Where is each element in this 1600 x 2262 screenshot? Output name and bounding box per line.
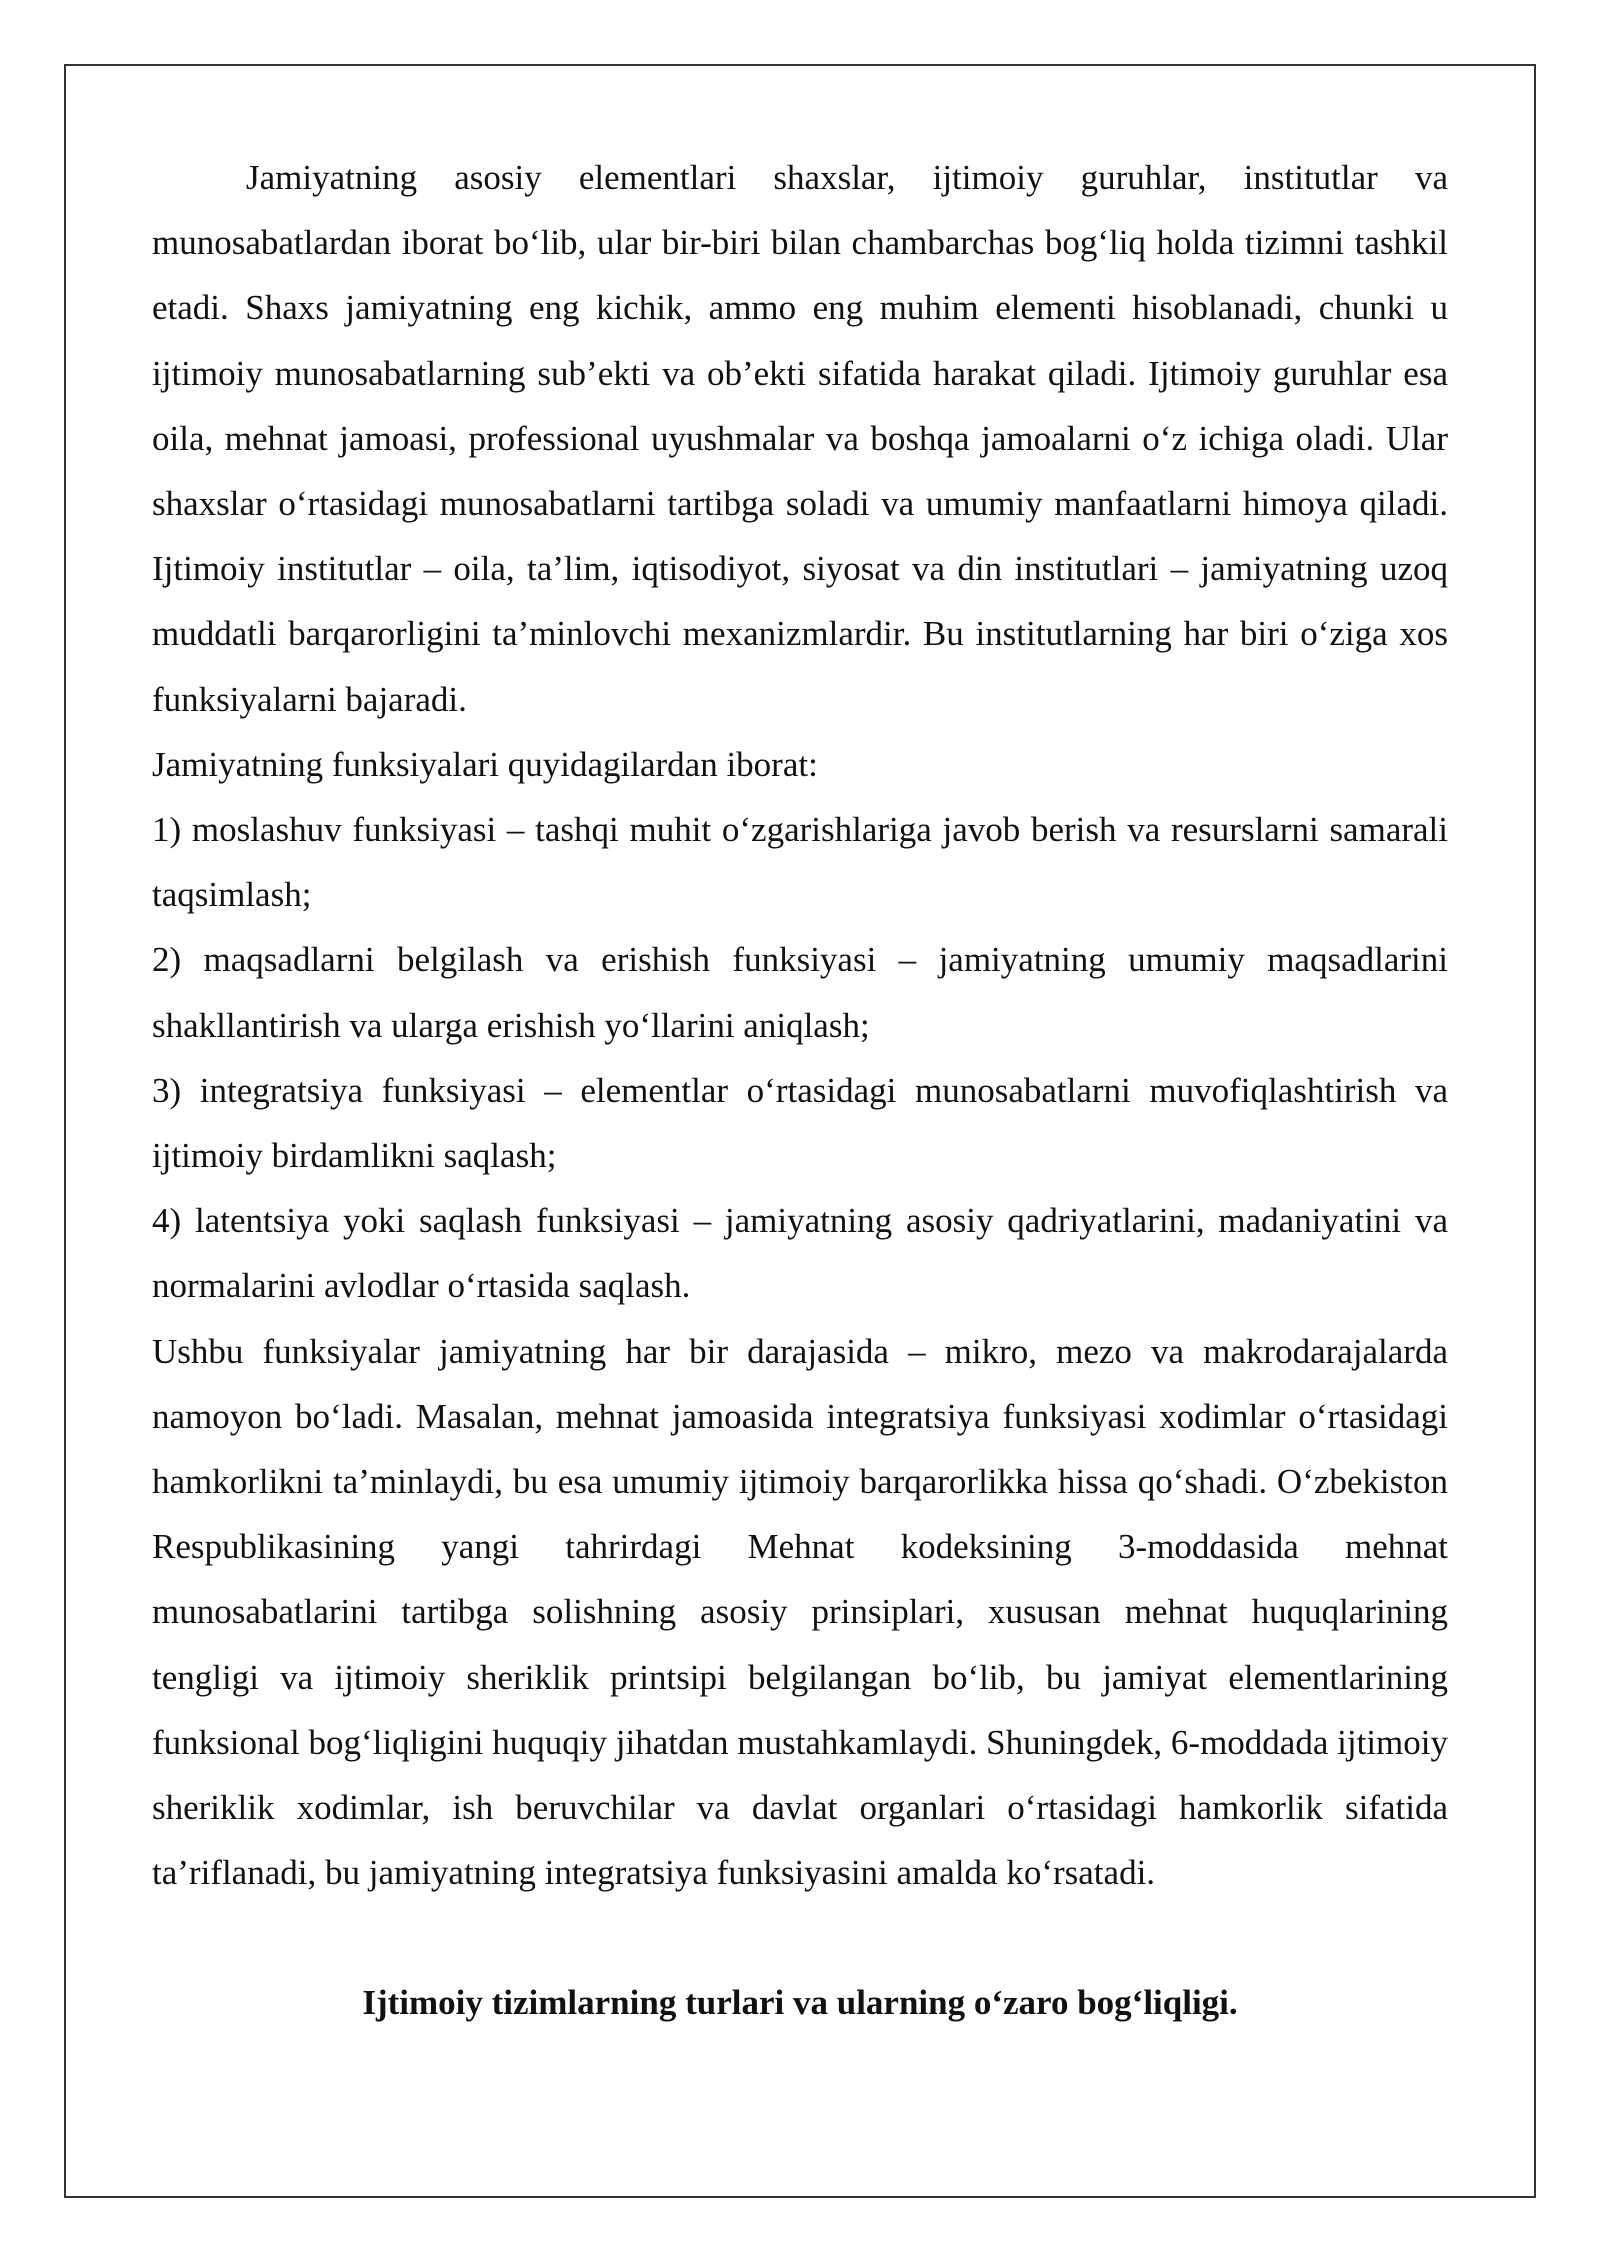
list-item-goal-attainment: 2) maqsadlarni belgilash va erishish funksiyasi – jamiyatning umumiy maqsadlarini shakllantirish va ularga erishish yo‘llarini aniqlash;	[152, 940, 1448, 1045]
paragraph-functions-lead: Jamiyatning funksiyalari quyidagilardan iborat:	[152, 744, 818, 784]
list-item-latency: 4) latentsiya yoki saqlash funksiyasi – jamiyatning asosiy qadriyatlarini, madaniyatini va normalarini avlodlar o‘rtasida saqlash.	[152, 1201, 1448, 1306]
paragraph-levels: Ushbu funksiyalar jamiyatning har bir darajasida – mikro, mezo va makrodarajalarda namoyon bo‘ladi. Masalan, mehnat jamoasida integratsiya funksiyasi xodimlar o‘rtasidagi hamkorlikni ta’minlaydi, bu esa umumiy ijtimoiy barqarorlikka hissa qo‘shadi. O‘zbekiston Respublikasining yangi tahrirdagi Mehnat kodeksining 3-moddasida mehnat munosabatlarini tartibga solishning asosiy prinsiplari, xususan mehnat huquqlarining tengligi va ijtimoiy sheriklik printsipi belgilangan bo‘lib, bu jamiyat elementlarining funksional bog‘liqligini huquqiy jihatdan mustahkamlaydi. Shuningdek, 6-moddada ijtimoiy sheriklik xodimlar, ish beruvchilar va davlat organlari o‘rtasidagi hamkorlik sifatida ta’riflanadi, bu jamiyatning integratsiya funksiyasini amalda ko‘rsatadi.	[152, 1331, 1448, 1893]
section-heading: Ijtimoiy tizimlarning turlari va ularning o‘zaro bog‘liqligi.	[362, 1983, 1238, 2023]
document-body	[152, 145, 1448, 2036]
paragraph-intro: Jamiyatning asosiy elementlari shaxslar, ijtimoiy guruhlar, institutlar va munosabatlardan iborat bo‘lib, ular bir-biri bilan chambarchas bog‘liq holda tizimni tashkil etadi. Shaxs jamiyatning eng kichik, ammo eng muhim elementi hisoblanadi, chunki u ijtimoiy munosabatlarning sub’ekti va ob’ekti sifatida harakat qiladi. Ijtimoiy guruhlar esa oila, mehnat jamoasi, professional uyushmalar va boshqa jamoalarni o‘z ichiga oladi. Ular shaxslar o‘rtasidagi munosabatlarni tartibga soladi va umumiy manfaatlarni himoya qiladi. Ijtimoiy institutlar – oila, ta’lim, iqtisodiyot, siyosat va din institutlari – jamiyatning uzoq muddatli barqarorligini ta’minlovchi mexanizmlardir. Bu institutlarning har biri o‘ziga xos funksiyalarni bajaradi.	[152, 158, 1448, 719]
list-item-integration: 3) integratsiya funksiyasi – elementlar o‘rtasidagi munosabatlarni muvofiqlashtirish va ijtimoiy birdamlikni saqlash;	[152, 1070, 1448, 1176]
list-item-adaptation: 1) moslashuv funksiyasi – tashqi muhit o‘zgarishlariga javob berish va resurslarni samarali taqsimlash;	[152, 810, 1448, 915]
